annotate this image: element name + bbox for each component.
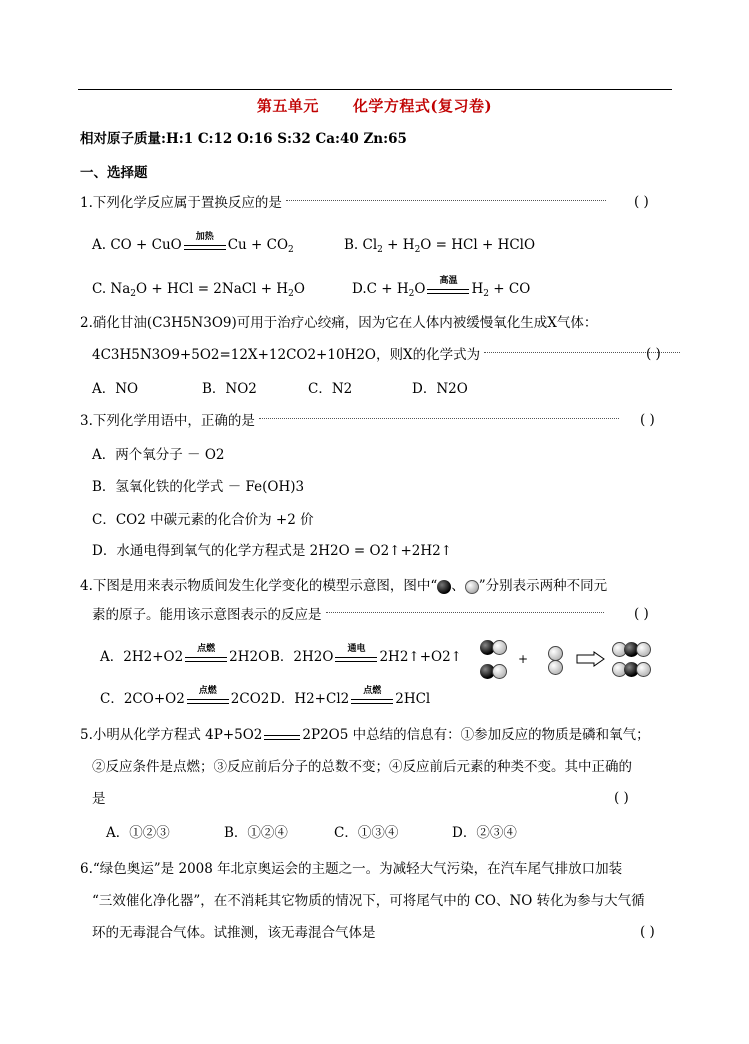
q5-answer-blank[interactable]: ( ) xyxy=(614,790,629,806)
q5-line1: 5.小明从化学方程式 4P+5O2 2P2O5 中总结的信息有：①参加反应的物质是磷和氧气； xyxy=(80,727,650,743)
q6-line3: 环的无毒混合气体。试推测，该无毒混合气体是 xyxy=(92,925,376,941)
top-rule xyxy=(78,89,672,90)
q1-option-b: B. $Cl_2 + H_2O$ = HCl + HClO xyxy=(344,237,536,255)
q3-option-c: C．CO2 中碳元素的化合价为 +2 价 xyxy=(92,512,314,528)
q5-option-a: A．①②③ xyxy=(106,825,170,841)
q5-line2: ②反应条件是点燃；③反应前后分子的总数不变；④反应前后元素的种类不变。其中正确的 xyxy=(92,759,632,775)
q3-option-d: D．水通电得到氧气的化学方程式是 2H2O = O2↑+2H2↑ xyxy=(92,543,453,559)
q4-stem: 4.下图是用来表示物质间发生化学变化的模型示意图，图中“ 、 ”分别表示两种不同元 xyxy=(80,578,608,594)
q5-option-b: B．①②④ xyxy=(224,825,288,841)
q2-option-d: D．N2O xyxy=(412,381,468,397)
q2-option-b: B．NO2 xyxy=(202,381,257,397)
q4-stem-line2: 素的原子。能用该示意图表示的反应是 xyxy=(92,606,604,624)
q1-option-a: A. CO + CuO 加热 $Cu + CO_2$ xyxy=(92,231,294,255)
q4-option-b: B．2H2O 通电 2H2↑+O2↑ xyxy=(270,643,462,665)
q4-option-a: A．2H2+O2 点燃 2H2O xyxy=(100,643,270,665)
q1-answer-blank[interactable]: ( ) xyxy=(634,194,649,210)
q2-answer-blank[interactable]: ( ) xyxy=(646,346,661,362)
q5-option-d: D．②③④ xyxy=(452,825,517,841)
title-unit: 第五单元 xyxy=(256,97,319,115)
q1-option-c: C. $Na_2O$ + HCl = 2NaCl + $H_2O$ xyxy=(92,281,305,299)
section-heading: 一、选择题 xyxy=(80,165,148,181)
arrow-icon xyxy=(576,651,606,667)
title-main: 化学方程式(复习卷) xyxy=(352,97,493,115)
reaction-model-diagram xyxy=(478,636,658,686)
q4-option-c: C．2CO+O2 点燃 2CO2 xyxy=(100,685,270,707)
page-title xyxy=(0,95,749,116)
q6-line2: “三效催化净化器”，在不消耗其它物质的情况下，可将尾气中的 CO、NO 转化为参与大气循 xyxy=(92,893,645,909)
q2-stem: 2.硝化甘油(C3H5N3O9)可用于治疗心绞痛，因为它在人体内被缓慢氧化生成X气体： xyxy=(80,315,598,331)
black-atom-icon xyxy=(437,580,451,594)
q2-option-a: A．NO xyxy=(92,381,139,397)
q2-option-c: C．N2 xyxy=(308,381,353,397)
q4-option-d: D．H2+Cl2 点燃 2HCl xyxy=(270,685,431,707)
q5-line3: 是 xyxy=(92,791,106,807)
atomic-masses: 相对原子质量:H:1 C:12 O:16 S:32 Ca:40 Zn:65 xyxy=(80,131,407,147)
white-atom-icon xyxy=(465,580,479,594)
q3-stem: 3.下列化学用语中，正确的是 xyxy=(80,412,619,430)
q3-option-b: B．氢氧化铁的化学式 － Fe(OH)3 xyxy=(92,479,305,495)
q1-stem: 1.下列化学反应属于置换反应的是 xyxy=(80,194,606,212)
q3-option-a: A．两个氧分子 － O2 xyxy=(92,447,225,463)
q6-line1: 6.“绿色奥运”是 2008 年北京奥运会的主题之一。为减轻大气污染，在汽车尾气排放口加装 xyxy=(80,861,623,877)
q2-equation: 4C3H5N3O9+5O2=12X+12CO2+10H2O，则X的化学式为 xyxy=(92,346,680,364)
q4-answer-blank[interactable]: ( ) xyxy=(634,606,649,622)
q5-option-c: C．①③④ xyxy=(334,825,399,841)
q1-option-d: $D.C + H_2O$ 高温 $H_2$ + CO xyxy=(352,275,531,299)
plus-sign: + xyxy=(518,652,529,666)
q6-answer-blank[interactable]: ( ) xyxy=(640,924,655,940)
q3-answer-blank[interactable]: ( ) xyxy=(640,412,655,428)
